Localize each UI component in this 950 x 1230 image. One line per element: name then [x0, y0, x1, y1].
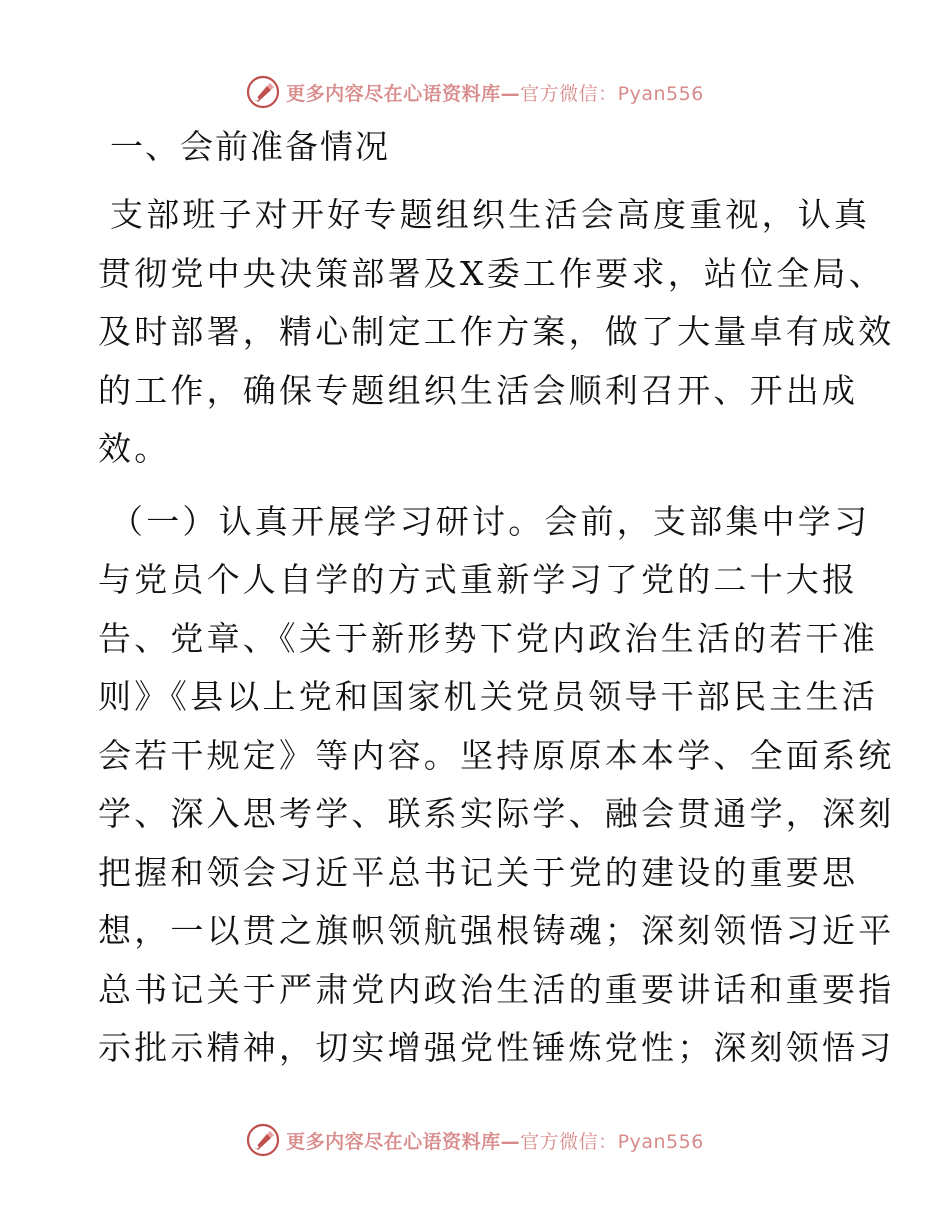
text-line: 贯彻党中央决策部署及X委工作要求，站位全局、: [98, 253, 885, 293]
watermark-text: 更多内容尽在心语资料库—: [286, 1130, 521, 1153]
text-line: 会若干规定》等内容。坚持原原本本学、全面系统: [98, 735, 895, 775]
watermark-wechat: 官方微信：Pyan556: [520, 82, 704, 105]
text-line: 及时部署，精心制定工作方案，做了大量卓有成效: [98, 312, 895, 351]
text-line: 总书记关于严肃党内政治生活的重要讲话和重要指: [98, 969, 895, 1009]
header-watermark: [0, 70, 950, 114]
section-heading: 一、会前准备情况: [110, 127, 390, 166]
paragraph-intro: [98, 186, 895, 479]
paragraph-study: [98, 493, 895, 1078]
text-line: （一）认真开展学习研讨。会前，支部集中学习: [110, 501, 871, 541]
watermark-wechat: 官方微信：Pyan556: [520, 1130, 704, 1153]
text-line: 效。: [98, 429, 171, 468]
text-line: 把握和领会习近平总书记关于党的建设的重要思: [98, 852, 859, 892]
text-line: 的工作，确保专题组织生活会顺利召开、开出成: [98, 370, 859, 410]
text-line: 示批示精神，切实增强党性锤炼党性；深刻领悟习: [98, 1028, 895, 1067]
footer-watermark: [0, 1118, 950, 1162]
text-line: 则》《县以上党和国家机关党员领导干部民主生活: [98, 677, 878, 716]
text-line: 与党员个人自学的方式重新学习了党的二十大报: [98, 560, 859, 599]
text-line: 学、深入思考学、联系实际学、融会贯通学，深刻: [98, 794, 895, 833]
document-body: [98, 118, 895, 1092]
watermark-text: 更多内容尽在心语资料库—: [286, 82, 521, 105]
text-line: 想，一以贯之旗帜领航强根铸魂；深刻领悟习近平: [98, 911, 895, 950]
text-line: 支部班子对开好专题组织生活会高度重视，认真: [110, 195, 871, 234]
text-line: 告、党章、《关于新形势下党内政治生活的若干准: [98, 618, 878, 658]
pen-nib-logo-icon: [246, 75, 280, 109]
pen-nib-logo-icon: [246, 1123, 280, 1157]
